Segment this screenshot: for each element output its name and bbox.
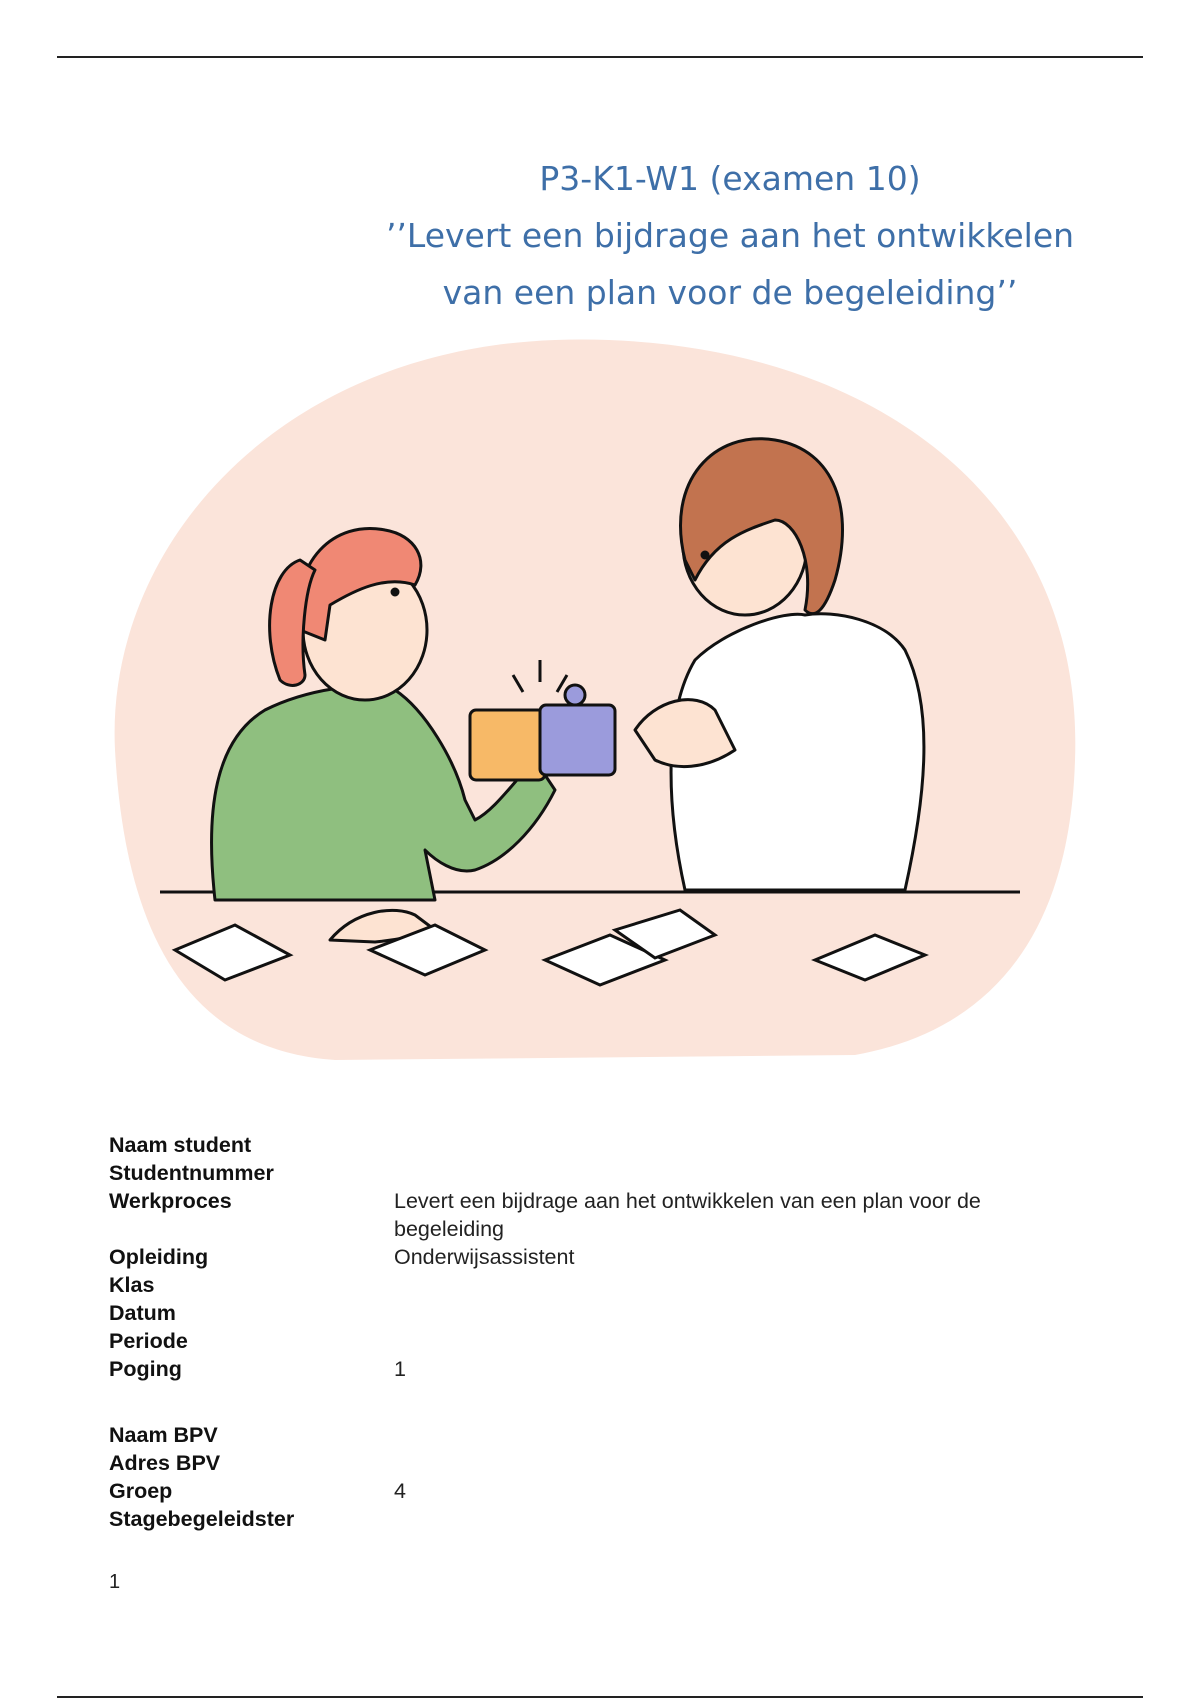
label-naam-bpv: Naam BPV [109,1423,218,1447]
label-naam-student: Naam student [109,1133,252,1157]
label-datum: Datum [109,1301,176,1325]
label-poging: Poging [109,1357,182,1381]
page-number: 1 [109,1571,121,1593]
label-stagebegeleidster: Stagebegeleidster [109,1507,295,1531]
document-title [300,150,1160,321]
puzzle-collaboration-illustration [95,330,1095,1070]
title-line-main-cont: van een plan voor de begeleiding’’ [442,273,1018,312]
row-periode [109,1327,1109,1355]
row-adres-bpv [109,1449,1109,1477]
title-line-main: ’’Levert een bijdrage aan het ontwikkelen [385,216,1075,255]
value-werkproces-cont: begeleiding [394,1217,504,1241]
value-groep: 4 [394,1479,406,1503]
row-stagebegeleidster [109,1505,1109,1533]
label-periode: Periode [109,1329,188,1353]
label-studentnummer: Studentnummer [109,1161,274,1185]
row-studentnummer [109,1159,1109,1187]
top-rule [57,56,1143,58]
row-werkproces-cont [109,1215,1109,1243]
row-opleiding [109,1243,1109,1271]
label-adres-bpv: Adres BPV [109,1451,221,1475]
label-werkproces: Werkproces [109,1189,232,1213]
label-opleiding: Opleiding [109,1245,209,1269]
value-poging: 1 [394,1357,406,1381]
row-groep [109,1477,1109,1505]
row-datum [109,1299,1109,1327]
bottom-rule [57,1696,1143,1698]
row-naam-bpv [109,1421,1109,1449]
value-opleiding: Onderwijsassistent [394,1245,575,1269]
row-poging [109,1355,1109,1383]
title-line-code: P3-K1-W1 (examen 10) [539,159,921,198]
label-groep: Groep [109,1479,173,1503]
row-naam-student [109,1131,1109,1159]
row-werkproces [109,1187,1109,1215]
label-klas: Klas [109,1273,155,1297]
row-klas [109,1271,1109,1299]
value-werkproces: Levert een bijdrage aan het ontwikkelen van een plan voor de [394,1189,981,1213]
